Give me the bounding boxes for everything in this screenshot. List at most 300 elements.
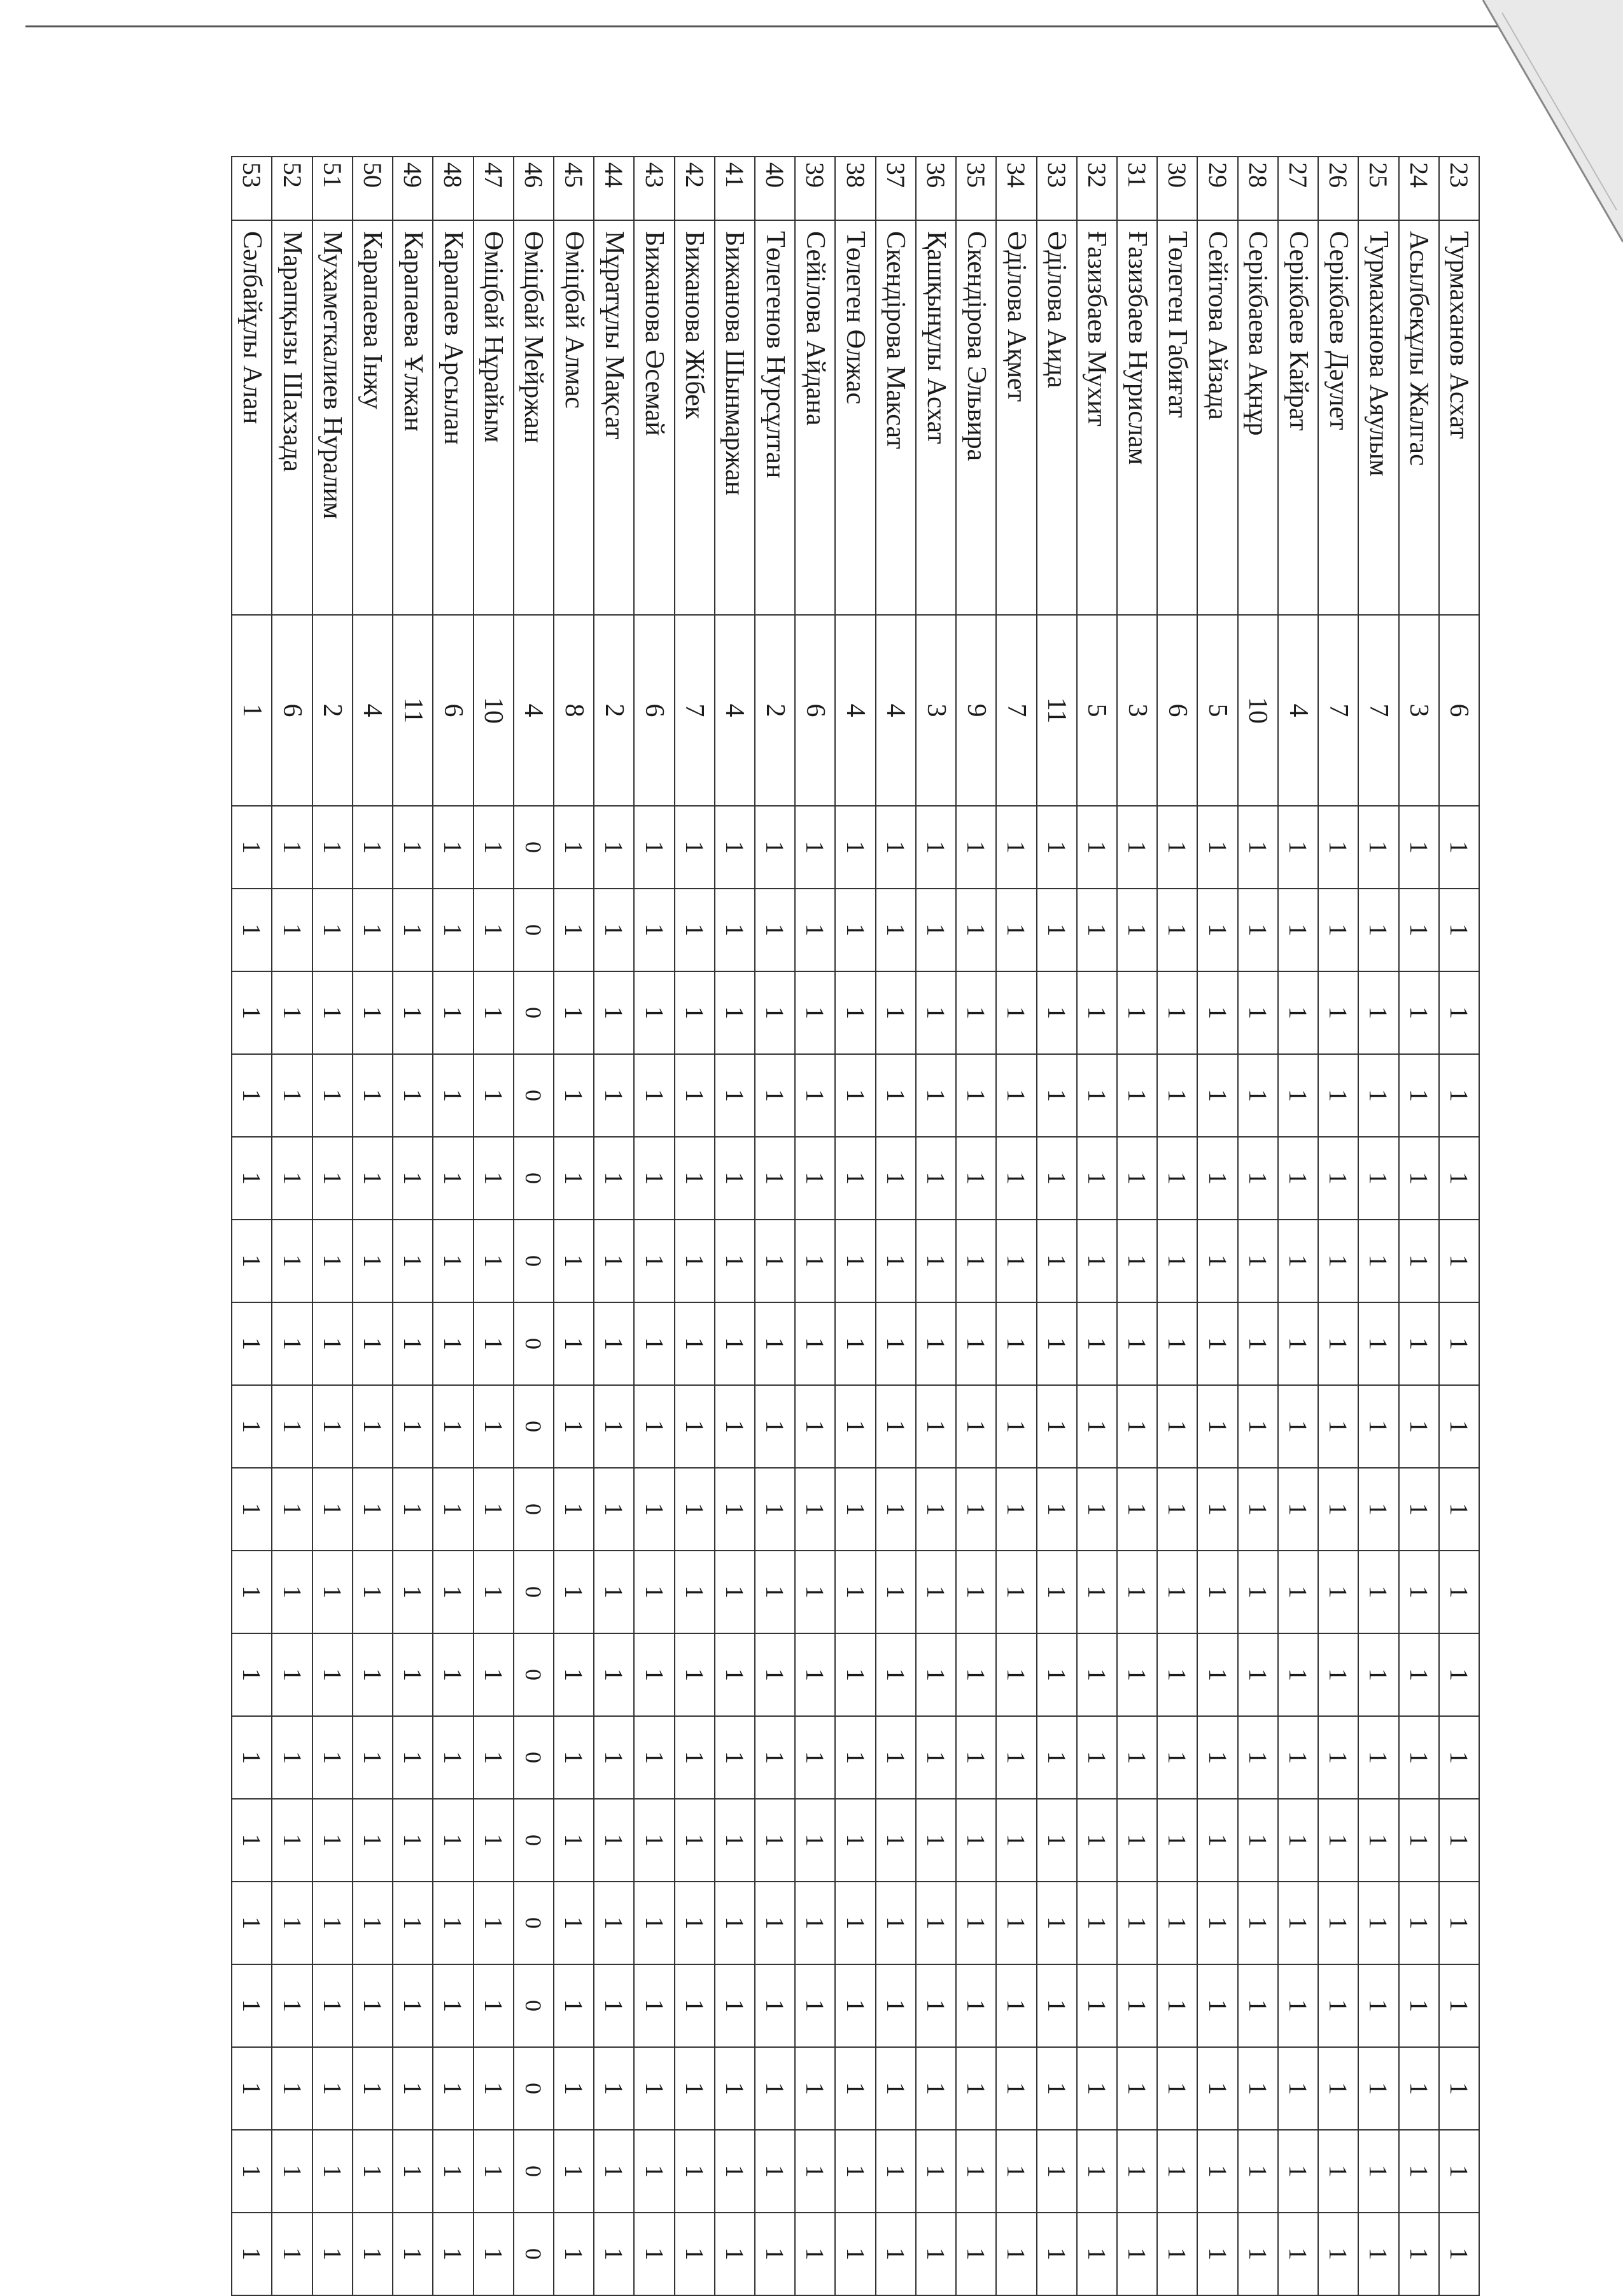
mark-cell: 1 — [796, 1055, 834, 1137]
student-score: 5 — [1198, 616, 1237, 806]
mark-cell: 1 — [876, 1634, 915, 1717]
mark-cell: 1 — [232, 2048, 271, 2130]
mark-cell: 1 — [1279, 1634, 1317, 1717]
mark-cell: 1 — [1319, 2213, 1358, 2296]
student-name: Сейітова Айзада — [1198, 221, 1237, 616]
mark-cell: 1 — [594, 2048, 633, 2130]
mark-cell: 1 — [1078, 1055, 1116, 1137]
mark-cell: 1 — [755, 889, 794, 972]
mark-cell: 1 — [393, 1468, 432, 1551]
mark-cell: 1 — [635, 806, 673, 889]
mark-cell: 1 — [635, 972, 673, 1055]
mark-cell: 1 — [1319, 1386, 1358, 1468]
mark-cell: 1 — [1118, 1386, 1156, 1468]
mark-cell: 1 — [594, 889, 633, 972]
table-row — [674, 157, 714, 2296]
mark-cell: 1 — [917, 1468, 955, 1551]
mark-cell: 1 — [715, 2213, 754, 2296]
mark-cell: 1 — [313, 1717, 352, 1799]
mark-cell: 1 — [796, 972, 834, 1055]
mark-cell: 1 — [997, 2130, 1036, 2213]
mark-cell: 1 — [957, 1220, 995, 1303]
mark-cell: 1 — [1359, 2130, 1398, 2213]
mark-cell: 1 — [1198, 889, 1237, 972]
mark-cell: 1 — [594, 1386, 633, 1468]
student-score: 9 — [957, 616, 995, 806]
mark-cell: 0 — [514, 1386, 553, 1468]
mark-cell: 1 — [635, 1799, 673, 1882]
mark-cell: 1 — [675, 1965, 714, 2048]
mark-cell: 1 — [957, 1882, 995, 1965]
mark-cell: 1 — [433, 1882, 472, 1965]
mark-cell: 1 — [1400, 2213, 1438, 2296]
row-number: 42 — [675, 157, 714, 221]
student-name: Өміцбай Нұрайым — [474, 221, 513, 616]
mark-cell: 1 — [957, 1717, 995, 1799]
mark-cell: 1 — [1359, 1799, 1398, 1882]
row-number: 30 — [1158, 157, 1197, 221]
mark-cell: 1 — [433, 972, 472, 1055]
mark-cell: 1 — [393, 1055, 432, 1137]
mark-cell: 1 — [796, 1965, 834, 2048]
mark-cell: 1 — [272, 1799, 311, 1882]
mark-cell: 1 — [554, 1468, 593, 1551]
mark-cell: 1 — [1319, 1137, 1358, 1220]
row-number: 35 — [957, 157, 995, 221]
mark-cell: 1 — [313, 2130, 352, 2213]
student-name: Әділова Ақмет — [997, 221, 1036, 616]
mark-cell: 1 — [433, 2130, 472, 2213]
mark-cell: 1 — [1118, 1055, 1156, 1137]
table-row — [915, 157, 955, 2296]
mark-cell: 1 — [1198, 1468, 1237, 1551]
mark-cell: 1 — [393, 889, 432, 972]
mark-cell: 1 — [1319, 1717, 1358, 1799]
mark-cell: 1 — [796, 1220, 834, 1303]
row-number: 23 — [1440, 157, 1479, 221]
mark-cell: 1 — [1239, 1220, 1277, 1303]
mark-cell: 1 — [876, 1551, 915, 1634]
mark-cell: 1 — [1400, 1386, 1438, 1468]
mark-cell: 1 — [1319, 1551, 1358, 1634]
student-name: Турмаханова Аяулым — [1359, 221, 1398, 616]
mark-cell: 1 — [1118, 1220, 1156, 1303]
table-row — [835, 157, 875, 2296]
mark-cell: 1 — [1078, 972, 1116, 1055]
mark-cell: 1 — [1037, 1055, 1076, 1137]
student-score: 7 — [1319, 616, 1358, 806]
mark-cell: 1 — [1279, 972, 1317, 1055]
mark-cell: 1 — [554, 889, 593, 972]
mark-cell: 1 — [1037, 1882, 1076, 1965]
mark-cell: 1 — [594, 1137, 633, 1220]
mark-cell: 1 — [1078, 1551, 1116, 1634]
mark-cell: 1 — [715, 1717, 754, 1799]
student-score: 3 — [1400, 616, 1438, 806]
student-score: 8 — [554, 616, 593, 806]
row-number: 38 — [836, 157, 875, 221]
mark-cell: 1 — [353, 972, 392, 1055]
mark-cell: 1 — [1078, 1386, 1116, 1468]
mark-cell: 1 — [393, 1303, 432, 1386]
mark-cell: 1 — [433, 1386, 472, 1468]
mark-cell: 1 — [1158, 889, 1197, 972]
mark-cell: 1 — [1037, 1303, 1076, 1386]
mark-cell: 1 — [594, 1303, 633, 1386]
mark-cell: 1 — [353, 1055, 392, 1137]
mark-cell: 1 — [1400, 1965, 1438, 2048]
mark-cell: 1 — [675, 1717, 714, 1799]
mark-cell: 1 — [836, 2213, 875, 2296]
mark-cell: 1 — [313, 1303, 352, 1386]
mark-cell: 1 — [232, 1799, 271, 1882]
mark-cell: 1 — [1239, 2048, 1277, 2130]
mark-cell: 1 — [755, 1303, 794, 1386]
mark-cell: 1 — [675, 806, 714, 889]
mark-cell: 1 — [836, 1882, 875, 1965]
mark-cell: 1 — [1078, 1717, 1116, 1799]
mark-cell: 1 — [353, 1468, 392, 1551]
mark-cell: 1 — [554, 1386, 593, 1468]
mark-cell: 1 — [836, 1551, 875, 1634]
mark-cell: 1 — [1239, 1303, 1277, 1386]
student-score: 4 — [876, 616, 915, 806]
mark-cell: 1 — [474, 2213, 513, 2296]
mark-cell: 1 — [876, 1303, 915, 1386]
mark-cell: 1 — [433, 1799, 472, 1882]
mark-cell: 1 — [353, 1220, 392, 1303]
mark-cell: 1 — [1400, 806, 1438, 889]
mark-cell: 1 — [1440, 2048, 1479, 2130]
table-row — [1277, 157, 1317, 2296]
mark-cell: 1 — [1239, 2130, 1277, 2213]
mark-cell: 1 — [1118, 972, 1156, 1055]
mark-cell: 1 — [1359, 1055, 1398, 1137]
mark-cell: 1 — [313, 889, 352, 972]
mark-cell: 1 — [433, 1137, 472, 1220]
mark-cell: 1 — [313, 1468, 352, 1551]
mark-cell: 1 — [755, 1551, 794, 1634]
mark-cell: 1 — [1440, 1055, 1479, 1137]
mark-cell: 1 — [1118, 2213, 1156, 2296]
mark-cell: 1 — [876, 889, 915, 972]
student-score: 5 — [1078, 616, 1116, 806]
student-score: 4 — [715, 616, 754, 806]
mark-cell: 1 — [796, 2130, 834, 2213]
mark-cell: 1 — [1319, 1634, 1358, 1717]
mark-cell: 1 — [554, 1965, 593, 2048]
mark-cell: 1 — [675, 1137, 714, 1220]
table-row — [432, 157, 472, 2296]
mark-cell: 1 — [1440, 1717, 1479, 1799]
student-name: Мухаметкалиев Нуралим — [313, 221, 352, 616]
mark-cell: 1 — [393, 1220, 432, 1303]
row-number: 24 — [1400, 157, 1438, 221]
mark-cell: 0 — [514, 1965, 553, 2048]
mark-cell: 1 — [1359, 1965, 1398, 2048]
mark-cell: 1 — [997, 1137, 1036, 1220]
mark-cell: 1 — [917, 806, 955, 889]
row-number: 45 — [554, 157, 593, 221]
row-number: 41 — [715, 157, 754, 221]
table-row — [1076, 157, 1116, 2296]
mark-cell: 1 — [313, 806, 352, 889]
mark-cell: 1 — [635, 1303, 673, 1386]
mark-cell: 1 — [1198, 1055, 1237, 1137]
table-row — [513, 157, 553, 2296]
student-score: 11 — [1037, 616, 1076, 806]
mark-cell: 1 — [1319, 1220, 1358, 1303]
mark-cell: 1 — [836, 1717, 875, 1799]
mark-cell: 1 — [474, 889, 513, 972]
student-score: 6 — [1440, 616, 1479, 806]
mark-cell: 0 — [514, 2213, 553, 2296]
mark-cell: 1 — [474, 1717, 513, 1799]
mark-cell: 1 — [1037, 1386, 1076, 1468]
mark-cell: 1 — [635, 2130, 673, 2213]
mark-cell: 1 — [957, 2130, 995, 2213]
mark-cell: 1 — [796, 1717, 834, 1799]
student-name: Әділова Аида — [1037, 221, 1076, 616]
student-score: 4 — [1279, 616, 1317, 806]
mark-cell: 1 — [1078, 1220, 1116, 1303]
mark-cell: 1 — [1319, 2048, 1358, 2130]
mark-cell: 1 — [1158, 1634, 1197, 1717]
mark-cell: 1 — [232, 1468, 271, 1551]
mark-cell: 1 — [353, 2048, 392, 2130]
table-row — [352, 157, 392, 2296]
mark-cell: 1 — [353, 1965, 392, 2048]
row-number: 36 — [917, 157, 955, 221]
mark-cell: 1 — [836, 1799, 875, 1882]
mark-cell: 1 — [554, 972, 593, 1055]
mark-cell: 1 — [1118, 1799, 1156, 1882]
mark-cell: 1 — [796, 1468, 834, 1551]
table-row — [1237, 157, 1277, 2296]
mark-cell: 1 — [1400, 1551, 1438, 1634]
mark-cell: 1 — [1239, 889, 1277, 972]
mark-cell: 1 — [796, 2213, 834, 2296]
mark-cell: 1 — [232, 1965, 271, 2048]
mark-cell: 1 — [1198, 2048, 1237, 2130]
student-score: 10 — [474, 616, 513, 806]
mark-cell: 1 — [272, 1386, 311, 1468]
mark-cell: 1 — [957, 1137, 995, 1220]
mark-cell: 1 — [997, 2213, 1036, 2296]
mark-cell: 1 — [1400, 1799, 1438, 1882]
row-number: 27 — [1279, 157, 1317, 221]
mark-cell: 0 — [514, 1799, 553, 1882]
mark-cell: 1 — [715, 2048, 754, 2130]
mark-cell: 1 — [715, 1882, 754, 1965]
mark-cell: 1 — [755, 1717, 794, 1799]
mark-cell: 1 — [917, 1137, 955, 1220]
student-name: Ғазизбаев Нурислам — [1118, 221, 1156, 616]
mark-cell: 1 — [1440, 1303, 1479, 1386]
mark-cell: 1 — [1239, 1468, 1277, 1551]
row-number: 39 — [796, 157, 834, 221]
student-score: 2 — [755, 616, 794, 806]
mark-cell: 1 — [393, 972, 432, 1055]
mark-cell: 1 — [1319, 972, 1358, 1055]
mark-cell: 1 — [635, 1882, 673, 1965]
mark-cell: 1 — [917, 2213, 955, 2296]
mark-cell: 1 — [715, 2130, 754, 2213]
mark-cell: 1 — [232, 1137, 271, 1220]
student-score: 10 — [1239, 616, 1277, 806]
mark-cell: 1 — [433, 1303, 472, 1386]
mark-cell: 1 — [1359, 1882, 1398, 1965]
mark-cell: 1 — [1198, 1717, 1237, 1799]
table-row — [473, 157, 513, 2296]
mark-cell: 1 — [353, 1386, 392, 1468]
mark-cell: 1 — [997, 1386, 1036, 1468]
mark-cell: 1 — [1279, 1137, 1317, 1220]
mark-cell: 1 — [1359, 1220, 1398, 1303]
mark-cell: 1 — [353, 889, 392, 972]
mark-cell: 1 — [675, 972, 714, 1055]
mark-cell: 1 — [1118, 2048, 1156, 2130]
mark-cell: 0 — [514, 1634, 553, 1717]
row-number: 53 — [232, 157, 271, 221]
mark-cell: 1 — [393, 2130, 432, 2213]
mark-cell: 1 — [554, 806, 593, 889]
mark-cell: 1 — [1239, 1634, 1277, 1717]
mark-cell: 1 — [1118, 1303, 1156, 1386]
mark-cell: 1 — [1440, 1468, 1479, 1551]
mark-cell: 1 — [1037, 2213, 1076, 2296]
mark-cell: 1 — [272, 1717, 311, 1799]
mark-cell: 1 — [876, 1055, 915, 1137]
mark-cell: 1 — [917, 972, 955, 1055]
mark-cell: 1 — [1400, 1634, 1438, 1717]
mark-cell: 1 — [836, 972, 875, 1055]
mark-cell: 1 — [957, 806, 995, 889]
mark-cell: 1 — [675, 1799, 714, 1882]
mark-cell: 1 — [1078, 1634, 1116, 1717]
mark-cell: 1 — [1158, 1303, 1197, 1386]
mark-cell: 1 — [675, 1220, 714, 1303]
mark-cell: 1 — [594, 2213, 633, 2296]
mark-cell: 1 — [232, 889, 271, 972]
mark-cell: 1 — [876, 972, 915, 1055]
mark-cell: 1 — [1239, 1137, 1277, 1220]
mark-cell: 1 — [433, 1220, 472, 1303]
mark-cell: 1 — [313, 1965, 352, 2048]
mark-cell: 1 — [796, 889, 834, 972]
row-number: 50 — [353, 157, 392, 221]
mark-cell: 1 — [1440, 2213, 1479, 2296]
mark-cell: 1 — [1198, 1303, 1237, 1386]
row-number: 44 — [594, 157, 633, 221]
mark-cell: 1 — [554, 1717, 593, 1799]
mark-cell: 1 — [433, 2213, 472, 2296]
mark-cell: 1 — [997, 972, 1036, 1055]
table-row — [754, 157, 794, 2296]
mark-cell: 1 — [1198, 1551, 1237, 1634]
table-row — [392, 157, 432, 2296]
mark-cell: 1 — [917, 1386, 955, 1468]
mark-cell: 1 — [433, 1634, 472, 1717]
mark-cell: 1 — [1279, 806, 1317, 889]
mark-cell: 1 — [715, 1468, 754, 1551]
mark-cell: 1 — [635, 1634, 673, 1717]
mark-cell: 1 — [1198, 1882, 1237, 1965]
mark-cell: 1 — [1037, 1137, 1076, 1220]
mark-cell: 1 — [554, 1799, 593, 1882]
mark-cell: 1 — [594, 972, 633, 1055]
mark-cell: 1 — [1239, 972, 1277, 1055]
mark-cell: 1 — [1158, 972, 1197, 1055]
mark-cell: 1 — [1037, 1220, 1076, 1303]
student-score: 4 — [353, 616, 392, 806]
mark-cell: 1 — [675, 2048, 714, 2130]
table-row — [794, 157, 834, 2296]
mark-cell: 1 — [272, 1882, 311, 1965]
mark-cell: 1 — [1359, 1303, 1398, 1386]
student-score: 4 — [514, 616, 553, 806]
mark-cell: 0 — [514, 1468, 553, 1551]
mark-cell: 1 — [1239, 1965, 1277, 2048]
mark-cell: 1 — [474, 1468, 513, 1551]
row-number: 47 — [474, 157, 513, 221]
student-score: 6 — [1158, 616, 1197, 806]
mark-cell: 1 — [917, 1055, 955, 1137]
mark-cell: 1 — [272, 1055, 311, 1137]
mark-cell: 1 — [917, 1551, 955, 1634]
mark-cell: 1 — [433, 889, 472, 972]
row-number: 52 — [272, 157, 311, 221]
mark-cell: 1 — [635, 1055, 673, 1137]
mark-cell: 1 — [1400, 1055, 1438, 1137]
mark-cell: 1 — [1279, 1303, 1317, 1386]
mark-cell: 1 — [836, 1137, 875, 1220]
row-number: 31 — [1118, 157, 1156, 221]
mark-cell: 1 — [1078, 889, 1116, 972]
table-row — [312, 157, 352, 2296]
mark-cell: 1 — [1158, 1799, 1197, 1882]
mark-cell: 1 — [594, 1468, 633, 1551]
mark-cell: 1 — [1440, 972, 1479, 1055]
mark-cell: 1 — [353, 1799, 392, 1882]
mark-cell: 1 — [997, 1882, 1036, 1965]
mark-cell: 1 — [433, 1055, 472, 1137]
mark-cell: 1 — [554, 1303, 593, 1386]
mark-cell: 1 — [313, 1137, 352, 1220]
table-row — [633, 157, 673, 2296]
student-name: Скендірова Максат — [876, 221, 915, 616]
mark-cell: 1 — [1359, 1468, 1398, 1551]
mark-cell: 1 — [313, 1882, 352, 1965]
mark-cell: 1 — [876, 1220, 915, 1303]
student-score: 7 — [675, 616, 714, 806]
mark-cell: 1 — [474, 1386, 513, 1468]
mark-cell: 1 — [1198, 1137, 1237, 1220]
mark-cell: 1 — [1319, 1055, 1358, 1137]
mark-cell: 1 — [1158, 1717, 1197, 1799]
table-row — [1438, 157, 1479, 2296]
mark-cell: 1 — [1158, 1220, 1197, 1303]
mark-cell: 1 — [635, 1137, 673, 1220]
student-name: Турмаханов Асхат — [1440, 221, 1479, 616]
mark-cell: 1 — [917, 1965, 955, 2048]
mark-cell: 1 — [836, 889, 875, 972]
mark-cell: 1 — [876, 806, 915, 889]
student-name: Серікбаев Кайрат — [1279, 221, 1317, 616]
mark-cell: 1 — [594, 1220, 633, 1303]
mark-cell: 1 — [1279, 1882, 1317, 1965]
mark-cell: 1 — [272, 1634, 311, 1717]
